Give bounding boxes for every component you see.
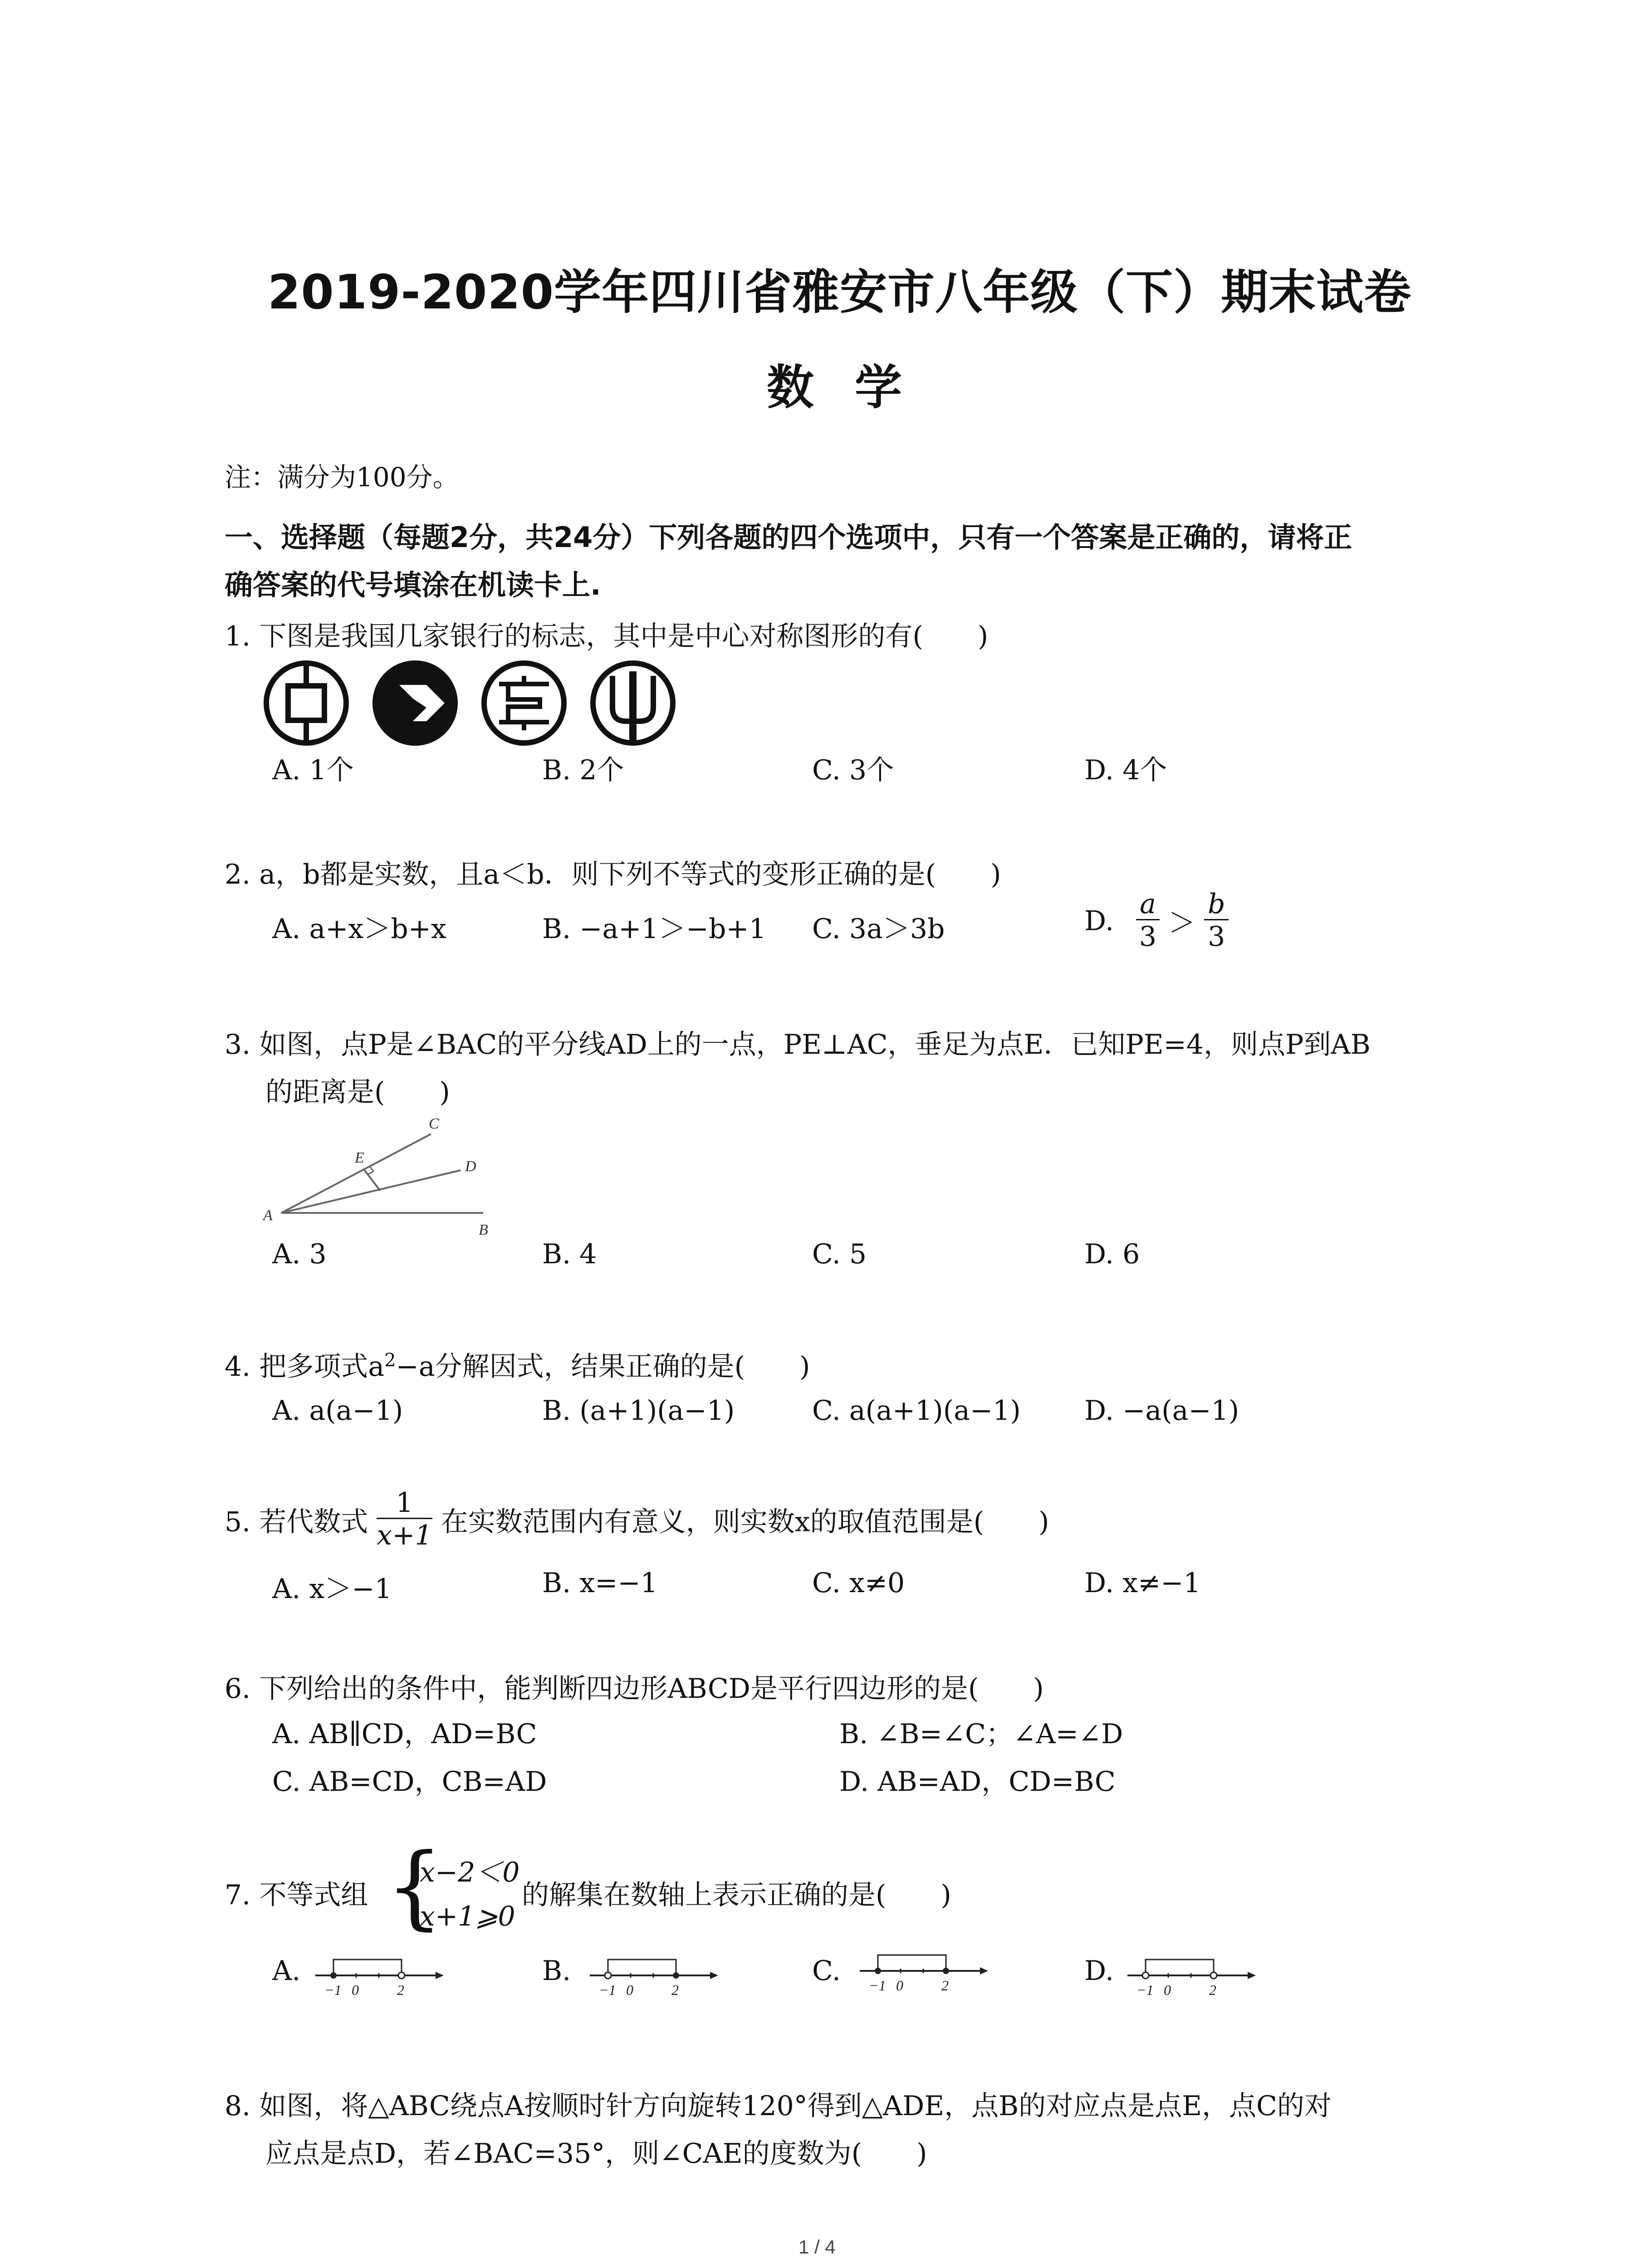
bisector-ad bbox=[281, 1170, 460, 1213]
point-a-label: A bbox=[263, 1207, 273, 1224]
point-d-label: D bbox=[465, 1158, 476, 1175]
q1-option-a[interactable]: A. 1个 bbox=[272, 754, 354, 786]
q3-angle-figure bbox=[254, 1102, 508, 1238]
q7-option-d[interactable]: D. bbox=[1084, 1955, 1114, 1987]
q4-option-a[interactable]: A. a(a−1) bbox=[272, 1395, 403, 1427]
q1-option-d[interactable]: D. 4个 bbox=[1084, 754, 1167, 786]
svg-text:−1: −1 bbox=[869, 1977, 886, 1994]
q2-d-left-fraction: $\frac{a}{3}$ bbox=[1136, 889, 1160, 953]
bank-logo-icon bbox=[372, 660, 458, 746]
q7-numberline-a bbox=[313, 1941, 445, 2000]
svg-text:−1: −1 bbox=[1136, 1982, 1154, 1998]
q7-stem-lead: 7. 不等式组 bbox=[225, 1879, 368, 1911]
svg-text:2: 2 bbox=[1209, 1982, 1216, 1998]
svg-text:−1: −1 bbox=[324, 1982, 342, 1998]
q6-option-a[interactable]: A. AB∥CD，AD=BC bbox=[272, 1718, 537, 1750]
q7-inequality-1: x−2＜0 bbox=[420, 1857, 520, 1888]
q8-stem-line2: 应点是点D，若∠BAC=35°，则∠CAE的度数为( ) bbox=[265, 2138, 927, 2170]
q2-d-right-fraction: $\frac{b}{3}$ bbox=[1204, 889, 1229, 953]
q6-option-c[interactable]: C. AB=CD，CB=AD bbox=[272, 1766, 547, 1798]
q2-option-c[interactable]: C. 3a＞3b bbox=[812, 913, 945, 945]
q2-option-d[interactable]: D. $\frac{a}{3}$ ＞ $\frac{b}{3}$ bbox=[1084, 889, 1229, 953]
svg-text:2: 2 bbox=[671, 1982, 679, 1998]
q7-inequality-2: x+1⩾0 bbox=[420, 1901, 515, 1932]
exam-title: 2019-2020学年四川省雅安市八年级（下）期末试卷 bbox=[268, 264, 1412, 320]
q7-option-b[interactable]: B. bbox=[542, 1955, 571, 1987]
subject-title: 数学 bbox=[767, 360, 943, 415]
q6-option-b[interactable]: B. ∠B=∠C；∠A=∠D bbox=[839, 1718, 1123, 1750]
svg-text:0: 0 bbox=[352, 1982, 359, 1998]
q1-stem: 1. 下图是我国几家银行的标志，其中是中心对称图形的有( ) bbox=[225, 621, 989, 652]
svg-text:2: 2 bbox=[941, 1977, 949, 1994]
q7-stem-tail: 的解集在数轴上表示正确的是( ) bbox=[522, 1879, 951, 1911]
q6-stem: 6. 下列给出的条件中，能判断四边形ABCD是平行四边形的是( ) bbox=[225, 1673, 1044, 1705]
q5-fraction: $\frac{1}{x+1}$ bbox=[377, 1487, 432, 1551]
q4-stem: 4. 把多项式$a^2-a$分解因式，结果正确的是( ) bbox=[225, 1350, 810, 1383]
q7-option-c[interactable]: C. bbox=[812, 1955, 841, 1987]
point-e-label: E bbox=[355, 1149, 364, 1166]
page-number: 1 / 4 bbox=[798, 2236, 836, 2258]
q3-option-a[interactable]: A. 3 bbox=[272, 1238, 327, 1270]
q3-stem-line2: 的距离是( ) bbox=[265, 1076, 450, 1108]
q3-option-b[interactable]: B. 4 bbox=[542, 1238, 597, 1270]
q5-option-c[interactable]: C. x≠0 bbox=[812, 1567, 905, 1599]
q2-stem: 2. a，b都是实数，且a＜b．则下列不等式的变形正确的是( ) bbox=[225, 859, 1001, 890]
q4-option-b[interactable]: B. (a+1)(a−1) bbox=[542, 1395, 735, 1427]
q8-stem-line1: 8. 如图，将△ABC绕点A按顺时针方向旋转120°得到△ADE，点B的对应点是点E，点C的对 bbox=[225, 2090, 1332, 2122]
section-instruction-line1: 一、选择题（每题2分，共24分）下列各题的四个选项中，只有一个答案是正确的，请将正 bbox=[225, 521, 1352, 554]
q7-numberline-b bbox=[588, 1941, 719, 2000]
svg-text:0: 0 bbox=[1164, 1982, 1171, 1998]
section-instruction-line2: 确答案的代号填涂在机读卡上. bbox=[225, 568, 601, 601]
svg-text:0: 0 bbox=[896, 1977, 903, 1994]
q2-option-a[interactable]: A. a+x＞b+x bbox=[272, 913, 446, 945]
q1-option-b[interactable]: B. 2个 bbox=[542, 754, 624, 786]
bank-logo-icon bbox=[484, 663, 564, 743]
score-note: 注：满分为100分。 bbox=[225, 462, 459, 493]
q7-numberline-d bbox=[1125, 1941, 1257, 2000]
bank-logo-icon bbox=[593, 663, 673, 743]
point-b-label: B bbox=[479, 1222, 488, 1238]
q1-bank-logos bbox=[263, 658, 690, 748]
q5-option-d[interactable]: D. x≠−1 bbox=[1084, 1567, 1201, 1599]
svg-text:2: 2 bbox=[397, 1982, 404, 1998]
q3-stem-line1: 3. 如图，点P是∠BAC的平分线AD上的一点，PE⊥AC，垂足为点E．已知PE=4，则点P到AB bbox=[225, 1029, 1371, 1061]
svg-text:0: 0 bbox=[626, 1982, 633, 1998]
svg-text:−1: −1 bbox=[599, 1982, 616, 1998]
q5-stem: 5. 若代数式 $\frac{1}{x+1}$ 在实数范围内有意义，则实数x的取值范围是( ) bbox=[225, 1487, 1049, 1551]
point-c-label: C bbox=[429, 1115, 439, 1132]
system-brace: { bbox=[386, 1834, 444, 1940]
q5-option-b[interactable]: B. x=−1 bbox=[542, 1567, 658, 1599]
q6-option-d[interactable]: D. AB=AD，CD=BC bbox=[839, 1766, 1116, 1798]
q5-option-a[interactable]: A. x＞−1 bbox=[272, 1573, 392, 1605]
q7-option-a[interactable]: A. bbox=[272, 1955, 301, 1987]
q7-numberline-c bbox=[857, 1937, 989, 1996]
bank-logo-icon bbox=[266, 663, 346, 743]
ray-ac bbox=[281, 1134, 431, 1213]
q1-option-c[interactable]: C. 3个 bbox=[812, 754, 894, 786]
q4-option-d[interactable]: D. −a(a−1) bbox=[1084, 1395, 1239, 1427]
q4-option-c[interactable]: C. a(a+1)(a−1) bbox=[812, 1395, 1021, 1427]
q3-option-d[interactable]: D. 6 bbox=[1084, 1238, 1140, 1270]
q2-option-b[interactable]: B. −a+1＞−b+1 bbox=[542, 913, 766, 945]
q3-option-c[interactable]: C. 5 bbox=[812, 1238, 867, 1270]
